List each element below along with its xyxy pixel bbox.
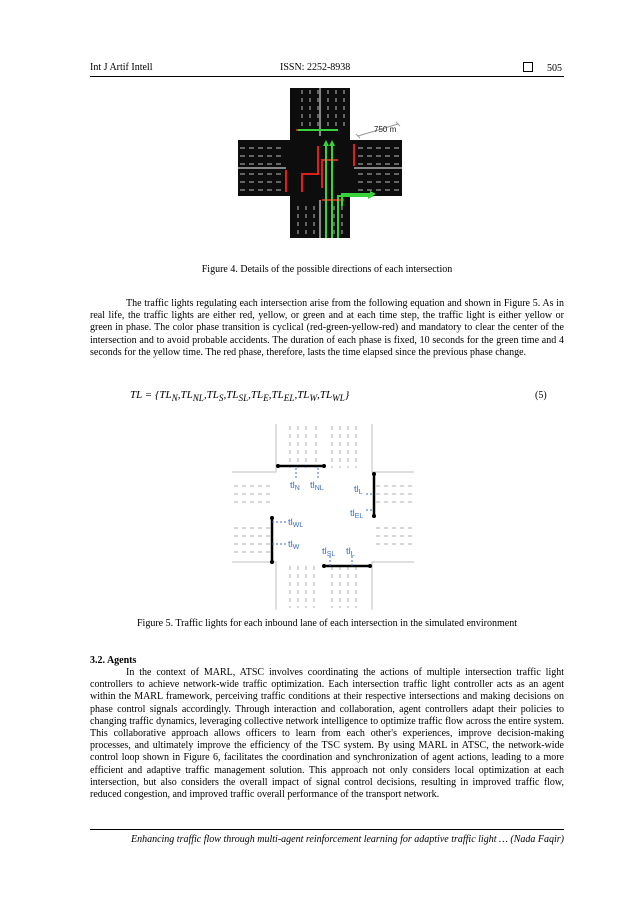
checkbox-icon [523,62,533,72]
scale-label: 750 m [374,125,397,134]
figure-5-caption: Figure 5. Traffic lights for each inbound lane of each intersection in the simulated environment [137,618,517,629]
header-rule [90,76,564,77]
label-tlWL: $tl_{WL}$ [288,517,304,529]
label-tlNL: $tl_{NL}$ [310,480,324,492]
figure-4-intersection-image [238,88,402,238]
paragraph-agents: In the context of MARL, ATSC involves coordinating the actions of multiple intersection traffic light controllers to achieve network-wide traffic optimization. Each intersection traffic light controller acts as an agent within the MARL framework, perceiving traffic conditions at their respective intersections and making decisions on phase control signals accordingly. Through interaction and collaboration, agent controllers adapt their policies to changing traffic dynamics, leveraging collective network intelligence to optimize traffic flow across the entire system. This collaborative approach allows officers to learn from each other's experiences, improve decision-making processes, and ultimately improve the efficiency of the TSC system. By using MARL in ATSC, the network-wide control loop shown in Figure 6, facilitates the coordination and synchronization of agent actions, leading to a more efficient and adaptive traffic management solution. This approach not only considers local optimization at each intersection, but also considers the overall impact of signal control decisions, resulting in improved traffic flow, reduced congestion, and improved traffic overall performance of the transport network. [90,667,564,801]
label-tlEL: $tl_{EL}$ [350,508,364,520]
footer-rule [90,829,564,830]
figure-4-caption: Figure 4. Details of the possible directions of each intersection [201,264,453,275]
page-number: 505 [547,63,562,74]
journal-name: Int J Artif Intell [90,62,153,73]
page-header [90,62,562,76]
page-number-group [523,62,562,74]
label-tlN: $tl_N$ [290,480,300,492]
equation-5: TL = $\{TL_N,TL_{NL},TL_S,TL_{SL},TL_E,TL_{EL},TL_W,TL_{WL}\}$ [130,389,350,404]
section-heading: 3.2. Agents [90,655,137,666]
label-tlSL: $tl_{SL}$ [322,546,336,558]
label-tlW: $tl_W$ [288,539,300,551]
label-tlL-bottom: $tl_L$ [346,546,355,558]
figure-5-traffic-lights-diagram [232,424,414,610]
label-tlL-top: $tl_L$ [354,484,363,496]
paragraph-traffic-lights: The traffic lights regulating each intersection arise from the following equation and shown in Figure 5. As in real life, the traffic lights are either red, yellow, or green and at each time step, the traffic light is either yellow or green in phase. The color phase transition is cyclical (red-green-yellow-red) and mandatory to clear the center of the intersection and to avoid probable accidents. The duration of each phase is fixed, 10 seconds for the green time and 4 seconds for the yellow time. The red phase, therefore, lasts the time elapsed since the previous phase change. [90,298,564,358]
equation-number: (5) [535,390,547,401]
page-footer: Enhancing traffic flow through multi-agent reinforcement learning for adaptive traffic light … (Nada Faqir) [130,834,564,845]
issn: ISSN: 2252-8938 [280,62,351,73]
